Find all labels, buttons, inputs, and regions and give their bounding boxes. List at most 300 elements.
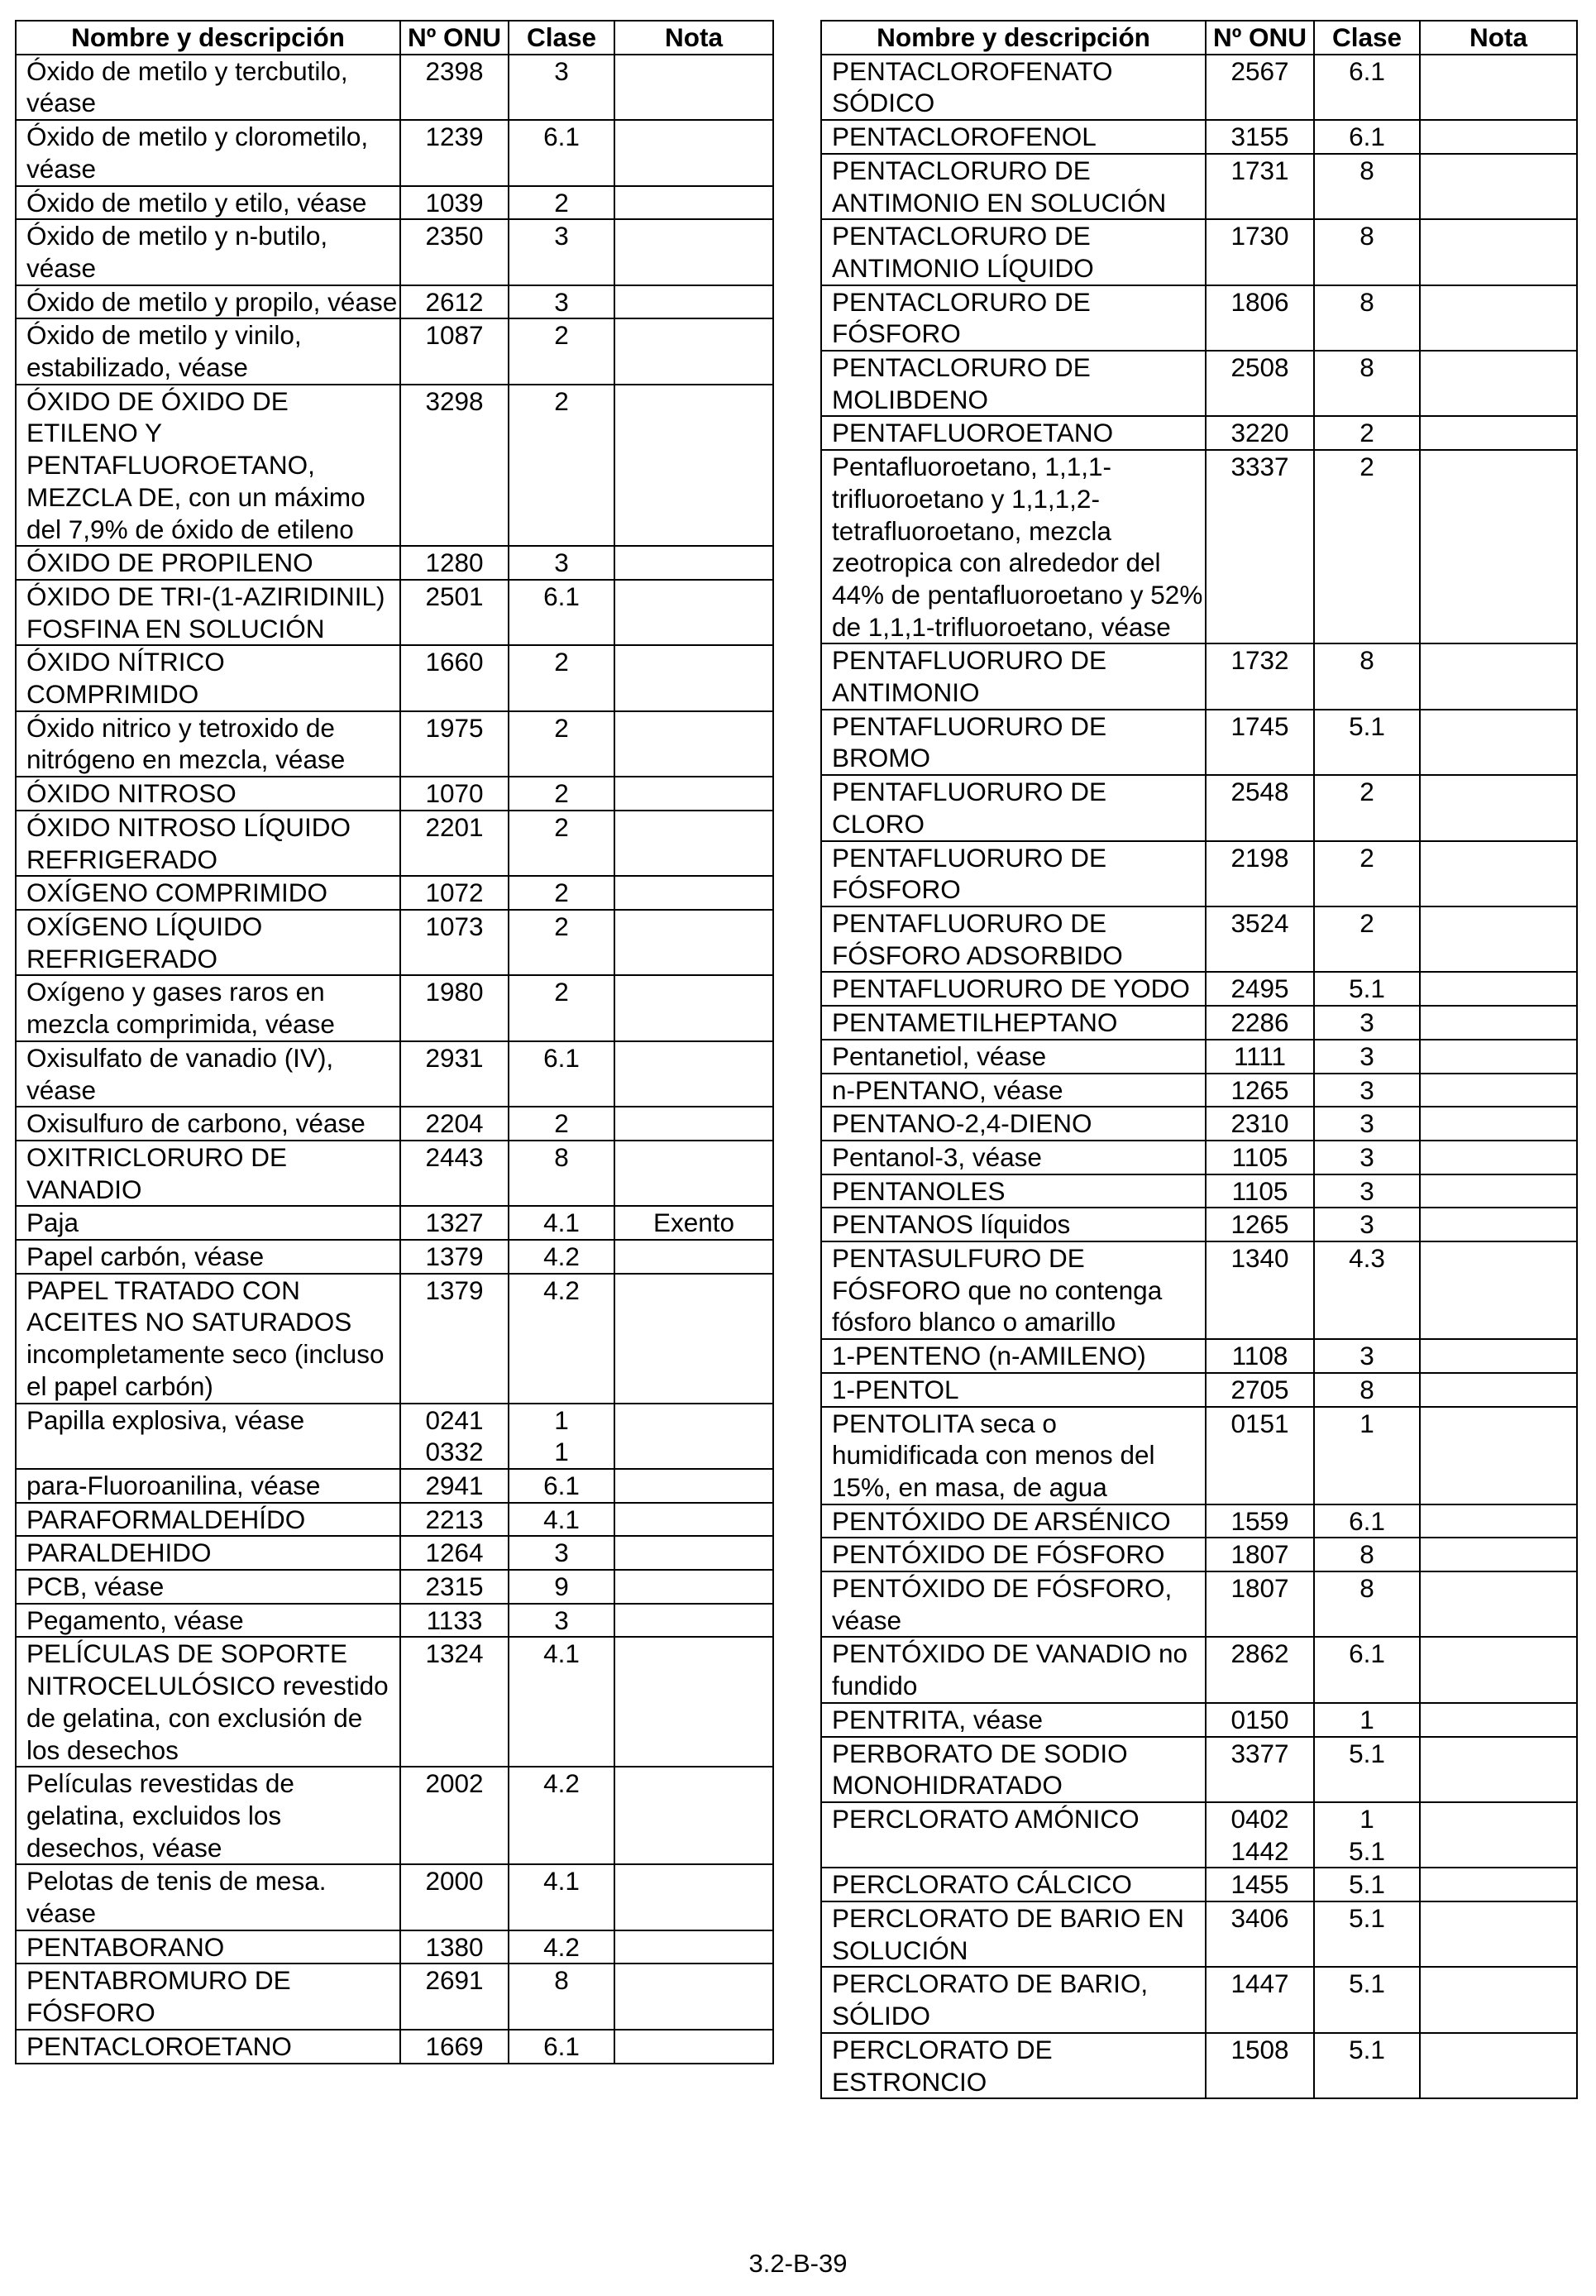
un-number-cell: 1807 [1206,1538,1314,1571]
class-cell: 5.1 [1314,1737,1420,1802]
un-number-cell: 1073 [400,910,509,975]
un-number-cell: 2501 [400,580,509,645]
note-cell [614,219,773,285]
note-cell [1420,1868,1577,1901]
header-name: Nombre y descripción [16,21,400,55]
table-row [821,351,1577,416]
table-row [16,1864,773,1930]
class-cell: 3 [1314,1339,1420,1373]
table-row [821,154,1577,219]
table-row [821,120,1577,154]
un-number-cell: 2508 [1206,351,1314,416]
note-cell [1420,55,1577,120]
un-number-cell: 1340 [1206,1241,1314,1339]
note-cell [614,1637,773,1767]
un-number-cell: 2286 [1206,1006,1314,1040]
un-number-cell: 2310 [1206,1107,1314,1141]
table-row [821,219,1577,285]
substance-name-cell: Óxido de metilo y etilo, véase [16,186,400,220]
table-row [16,318,773,384]
class-cell: 3 [509,219,614,285]
class-cell: 8 [1314,1373,1420,1407]
class-cell: 6.1 [509,120,614,185]
note-cell [1420,154,1577,219]
page-number: 3.2-B-39 [748,2249,848,2278]
table-row [16,811,773,876]
substance-name-cell: PARALDEHIDO [16,1536,400,1570]
note-cell [614,546,773,580]
left-table [15,20,774,2064]
un-number-cell: 0151 [1206,1407,1314,1504]
note-cell [1420,1040,1577,1074]
table-row [821,2033,1577,2098]
class-cell: 4.1 [509,1206,614,1240]
substance-name-cell: PENTAFLUORURO DE BROMO [821,710,1206,775]
un-number-cell: 1105 [1206,1141,1314,1174]
class-cell: 6.1 [509,580,614,645]
substance-name-cell: PENTACLOROFENATO SÓDICO [821,55,1206,120]
note-cell [614,1570,773,1604]
class-cell: 2 [509,1107,614,1141]
class-cell: 5.1 [1314,972,1420,1006]
substance-name-cell: PELÍCULAS DE SOPORTE NITROCELULÓSICO revestido de gelatina, con exclusión de los desechos [16,1637,400,1767]
class-cell: 3 [1314,1040,1420,1074]
substance-name-cell: Oxígeno y gases raros en mezcla comprimida, véase [16,975,400,1040]
un-number-cell: 1087 [400,318,509,384]
substance-name-cell: PENTAFLUORURO DE CLORO [821,775,1206,840]
substance-name-cell: PENTABROMURO DE FÓSFORO [16,1964,400,2029]
table-row [821,1208,1577,1241]
substance-name-cell: PENTACLORURO DE MOLIBDENO [821,351,1206,416]
note-cell [1420,1373,1577,1407]
note-cell [1420,416,1577,450]
table-row [821,1407,1577,1504]
un-number-cell: 1039 [400,186,509,220]
class-cell: 2 [509,910,614,975]
table-row [16,711,773,777]
note-cell [1420,643,1577,709]
un-number-cell: 3524 [1206,906,1314,972]
note-cell [1420,1967,1577,2032]
table-row [821,775,1577,840]
right-table [820,20,1578,2099]
table-row [16,1240,773,1274]
un-number-cell: 1105 [1206,1174,1314,1208]
un-number-cell: 3406 [1206,1901,1314,1967]
class-cell: 2 [509,645,614,710]
un-number-cell: 3377 [1206,1737,1314,1802]
un-number-cell: 1108 [1206,1339,1314,1373]
note-cell [1420,1141,1577,1174]
substance-name-cell: PENTÓXIDO DE VANADIO no fundido [821,1637,1206,1702]
table-row [16,1503,773,1537]
substance-name-cell: PENTANO-2,4-DIENO [821,1107,1206,1141]
table-row [821,1074,1577,1107]
table-row [16,285,773,319]
substance-name-cell: Oxisulfato de vanadio (IV), véase [16,1041,400,1107]
un-number-cell: 2201 [400,811,509,876]
class-cell: 3 [1314,1141,1420,1174]
un-number-cell: 1379 [400,1240,509,1274]
class-cell: 2 [509,385,614,547]
un-number-cell: 2931 [400,1041,509,1107]
table-row [821,906,1577,972]
note-cell [614,1767,773,1864]
un-number-cell: 2495 [1206,972,1314,1006]
note-cell [1420,972,1577,1006]
substance-name-cell: PERBORATO DE SODIO MONOHIDRATADO [821,1737,1206,1802]
note-cell [614,1604,773,1638]
class-cell: 2 [1314,450,1420,643]
un-number-cell: 1559 [1206,1504,1314,1538]
class-cell: 2 [1314,416,1420,450]
un-number-cell: 2204 [400,1107,509,1141]
substance-name-cell: PERCLORATO CÁLCICO [821,1868,1206,1901]
un-number-cell: 0241 0332 [400,1404,509,1469]
table-row [16,645,773,710]
substance-name-cell: PENTAFLUOROETANO [821,416,1206,450]
table-row [821,285,1577,351]
substance-name-cell: PARAFORMALDEHÍDO [16,1503,400,1537]
class-cell: 6.1 [509,1469,614,1503]
substance-name-cell: PENTACLORURO DE ANTIMONIO LÍQUIDO [821,219,1206,285]
substance-name-cell: PENTAFLUORURO DE ANTIMONIO [821,643,1206,709]
header-onu: Nº ONU [400,21,509,55]
un-number-cell: 0150 [1206,1703,1314,1737]
un-number-cell: 3220 [1206,416,1314,450]
table-row [16,1570,773,1604]
class-cell: 8 [1314,285,1420,351]
table-row [821,1373,1577,1407]
un-number-cell: 1265 [1206,1074,1314,1107]
table-row [16,1141,773,1206]
table-row [16,1604,773,1638]
un-number-cell: 1455 [1206,1868,1314,1901]
class-cell: 3 [1314,1006,1420,1040]
substance-name-cell: PENTAFLUORURO DE FÓSFORO ADSORBIDO [821,906,1206,972]
un-number-cell: 1980 [400,975,509,1040]
note-cell [614,1274,773,1404]
table-row [821,1107,1577,1141]
class-cell: 3 [509,55,614,120]
substance-name-cell: PENTOLITA seca o humidificada con menos del 15%, en masa, de agua [821,1407,1206,1504]
table-row [821,972,1577,1006]
un-number-cell: 1745 [1206,710,1314,775]
class-cell: 1 [1314,1703,1420,1737]
class-cell: 3 [509,285,614,319]
substance-name-cell: PCB, véase [16,1570,400,1604]
un-number-cell: 1508 [1206,2033,1314,2098]
note-cell [614,318,773,384]
class-cell: 8 [1314,154,1420,219]
table-row [16,120,773,185]
table-row [16,1274,773,1404]
note-cell [614,1536,773,1570]
substance-name-cell: ÓXIDO DE TRI-(1-AZIRIDINIL) FOSFINA EN SOLUCIÓN [16,580,400,645]
substance-name-cell: Papilla explosiva, véase [16,1404,400,1469]
note-cell [1420,1407,1577,1504]
note-cell [614,1041,773,1107]
note-cell [1420,1006,1577,1040]
substance-name-cell: Óxido de metilo y tercbutilo, véase [16,55,400,120]
substance-name-cell: PENTAFLUORURO DE YODO [821,972,1206,1006]
note-cell [1420,775,1577,840]
substance-name-cell: ÓXIDO DE PROPILENO [16,546,400,580]
substance-name-cell: OXÍGENO LÍQUIDO REFRIGERADO [16,910,400,975]
table-row [821,1241,1577,1339]
un-number-cell: 2612 [400,285,509,319]
note-cell [614,876,773,910]
table-row [821,1802,1577,1868]
substance-name-cell: PENTACLOROETANO [16,2030,400,2064]
un-number-cell: 1265 [1206,1208,1314,1241]
un-number-cell: 2000 [400,1864,509,1930]
un-number-cell: 2705 [1206,1373,1314,1407]
table-row [16,876,773,910]
table-row [821,841,1577,906]
note-cell [1420,120,1577,154]
table-row [16,385,773,547]
substance-name-cell: Óxido de metilo y n-butilo, véase [16,219,400,285]
un-number-cell: 1379 [400,1274,509,1404]
class-cell: 3 [509,1604,614,1638]
class-cell: 2 [1314,841,1420,906]
substance-name-cell: Óxido de metilo y propilo, véase [16,285,400,319]
substance-name-cell: PENTÓXIDO DE FÓSFORO [821,1538,1206,1571]
un-number-cell: 2691 [400,1964,509,2029]
substance-name-cell: PENTÓXIDO DE FÓSFORO, véase [821,1571,1206,1637]
class-cell: 5.1 [1314,1967,1420,2032]
substance-name-cell: ÓXIDO DE ÓXIDO DE ETILENO Y PENTAFLUOROETANO, MEZCLA DE, con un máximo del 7,9% de óxido de etileno [16,385,400,547]
table-row [16,1930,773,1964]
un-number-cell: 1975 [400,711,509,777]
un-number-cell: 2398 [400,55,509,120]
note-cell [1420,841,1577,906]
class-cell: 8 [1314,1538,1420,1571]
table-row [16,1536,773,1570]
table-row [821,1504,1577,1538]
note-cell [1420,1802,1577,1868]
class-cell: 3 [1314,1074,1420,1107]
table-row [16,55,773,120]
note-cell [1420,1637,1577,1702]
table-row [821,1637,1577,1702]
note-cell [614,811,773,876]
un-number-cell: 3155 [1206,120,1314,154]
un-number-cell: 2315 [400,1570,509,1604]
right-table-body [821,55,1577,2099]
note-cell [1420,1208,1577,1241]
substance-name-cell: Óxido de metilo y clorometilo, véase [16,120,400,185]
table-row [821,55,1577,120]
substance-name-cell: Óxido nitrico y tetroxido de nitrógeno en mezcla, véase [16,711,400,777]
note-cell [1420,906,1577,972]
note-cell [614,645,773,710]
table-row [821,1703,1577,1737]
class-cell: 4.3 [1314,1241,1420,1339]
note-cell [1420,1703,1577,1737]
note-cell [614,1240,773,1274]
un-number-cell: 1072 [400,876,509,910]
table-row [821,1737,1577,1802]
substance-name-cell: OXITRICLORURO DE VANADIO [16,1141,400,1206]
substance-name-cell: PENTAFLUORURO DE FÓSFORO [821,841,1206,906]
note-cell [1420,1901,1577,1967]
note-cell [614,1930,773,1964]
note-cell [1420,1107,1577,1141]
table-row [821,1141,1577,1174]
substance-name-cell: n-PENTANO, véase [821,1074,1206,1107]
substance-name-cell: PENTRITA, véase [821,1703,1206,1737]
class-cell: 6.1 [509,1041,614,1107]
substance-name-cell: PERCLORATO DE ESTRONCIO [821,2033,1206,2098]
un-number-cell: 2567 [1206,55,1314,120]
class-cell: 6.1 [509,2030,614,2064]
table-row [16,1107,773,1141]
class-cell: 2 [509,811,614,876]
table-row [16,1404,773,1469]
header-nota: Nota [1420,21,1577,55]
substance-name-cell: ÓXIDO NITROSO LÍQUIDO REFRIGERADO [16,811,400,876]
substance-name-cell: ÓXIDO NITROSO [16,777,400,811]
un-number-cell: 3337 [1206,450,1314,643]
note-cell [1420,351,1577,416]
table-row [16,1469,773,1503]
class-cell: 2 [509,711,614,777]
class-cell: 6.1 [1314,1504,1420,1538]
class-cell: 5.1 [1314,2033,1420,2098]
class-cell: 8 [509,1141,614,1206]
class-cell: 3 [509,1536,614,1570]
class-cell: 8 [1314,643,1420,709]
un-number-cell: 1380 [400,1930,509,1964]
substance-name-cell: PENTACLORURO DE FÓSFORO [821,285,1206,351]
class-cell: 2 [509,186,614,220]
note-cell [614,580,773,645]
substance-name-cell: 1-PENTENO (n-AMILENO) [821,1339,1206,1373]
table-row [16,186,773,220]
table-row [821,1571,1577,1637]
un-number-cell: 1280 [400,546,509,580]
header-nota: Nota [614,21,773,55]
class-cell: 8 [509,1964,614,2029]
table-row [821,1868,1577,1901]
class-cell: 5.1 [1314,1901,1420,1967]
substance-name-cell: Papel carbón, véase [16,1240,400,1274]
substance-name-cell: PENTANOLES [821,1174,1206,1208]
class-cell: 6.1 [1314,55,1420,120]
table-row [16,777,773,811]
table-row [16,2030,773,2064]
substance-name-cell: PENTABORANO [16,1930,400,1964]
substance-name-cell: OXÍGENO COMPRIMIDO [16,876,400,910]
note-cell [1420,1241,1577,1339]
table-row [16,1041,773,1107]
substance-name-cell: 1-PENTOL [821,1373,1206,1407]
un-number-cell: 1327 [400,1206,509,1240]
un-number-cell: 1239 [400,120,509,185]
note-cell [1420,1339,1577,1373]
substance-name-cell: Películas revestidas de gelatina, excluidos los desechos, véase [16,1767,400,1864]
un-number-cell: 2350 [400,219,509,285]
class-cell: 8 [1314,219,1420,285]
un-number-cell: 1324 [400,1637,509,1767]
class-cell: 4.1 [509,1503,614,1537]
note-cell [614,975,773,1040]
un-number-cell: 2213 [400,1503,509,1537]
table-row [821,1174,1577,1208]
substance-name-cell: Paja [16,1206,400,1240]
substance-name-cell: PENTACLORURO DE ANTIMONIO EN SOLUCIÓN [821,154,1206,219]
table-row [16,975,773,1040]
substance-name-cell: PERCLORATO DE BARIO EN SOLUCIÓN [821,1901,1206,1967]
table-row [821,710,1577,775]
note-cell [1420,1571,1577,1637]
substance-name-cell: PERCLORATO DE BARIO, SÓLIDO [821,1967,1206,2032]
table-row [821,1901,1577,1967]
un-number-cell: 2198 [1206,841,1314,906]
un-number-cell: 1806 [1206,285,1314,351]
note-cell [1420,1174,1577,1208]
table-row [821,643,1577,709]
class-cell: 3 [1314,1174,1420,1208]
substance-name-cell: Óxido de metilo y vinilo, estabilizado, véase [16,318,400,384]
table-row [821,1339,1577,1373]
class-cell: 3 [1314,1107,1420,1141]
note-cell [614,711,773,777]
note-cell [1420,1504,1577,1538]
substance-name-cell: Pentafluoroetano, 1,1,1-trifluoroetano y 1,1,1,2-tetrafluoroetano, mezcla zeotropica con alrededor del 44% de pentafluoroetano y 52% de 1,1,1-trifluoroetano, véase [821,450,1206,643]
un-number-cell: 1732 [1206,643,1314,709]
substance-name-cell: Pentanol-3, véase [821,1141,1206,1174]
note-cell [1420,450,1577,643]
note-cell [614,1503,773,1537]
note-cell [1420,710,1577,775]
substance-name-cell: Pegamento, véase [16,1604,400,1638]
note-cell [614,1964,773,2029]
table-row [16,1964,773,2029]
note-cell [614,120,773,185]
class-cell: 2 [509,777,614,811]
class-cell: 1 [1314,1407,1420,1504]
note-cell [614,186,773,220]
table-row [16,1767,773,1864]
class-cell: 4.2 [509,1767,614,1864]
table-row [821,416,1577,450]
class-cell: 6.1 [1314,120,1420,154]
substance-name-cell: PENTANOS líquidos [821,1208,1206,1241]
class-cell: 2 [1314,775,1420,840]
note-cell [1420,285,1577,351]
right-header-row [821,21,1577,55]
table-row [821,450,1577,643]
table-row [16,546,773,580]
un-number-cell: 1447 [1206,1967,1314,2032]
table-row [821,1538,1577,1571]
left-header-row [16,21,773,55]
class-cell: 5.1 [1314,710,1420,775]
class-cell: 8 [1314,1571,1420,1637]
note-cell [1420,219,1577,285]
note-cell [614,1469,773,1503]
substance-name-cell: PENTASULFURO DE FÓSFORO que no contenga fósforo blanco o amarillo [821,1241,1206,1339]
substance-name-cell: Oxisulfuro de carbono, véase [16,1107,400,1141]
un-number-cell: 2002 [400,1767,509,1864]
note-cell [614,777,773,811]
class-cell: 4.2 [509,1274,614,1404]
un-number-cell: 1070 [400,777,509,811]
class-cell: 8 [1314,351,1420,416]
